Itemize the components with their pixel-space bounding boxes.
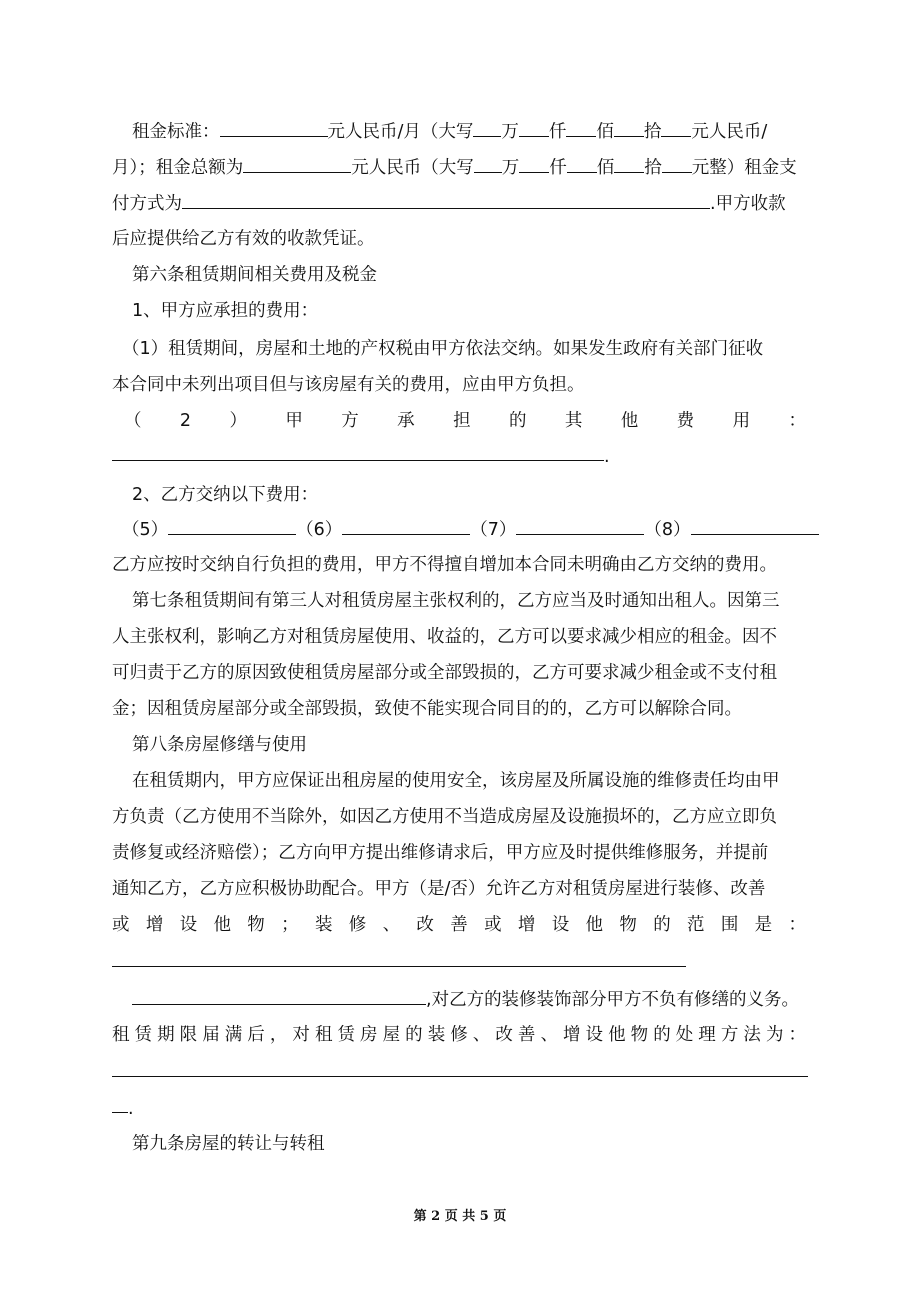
rent-standard-line: 租金标准： 元人民币/月（大写 万 仟 佰 拾 元人民币/	[132, 122, 768, 142]
period: .	[604, 447, 610, 467]
party-a-fees-item1-line1: （1）租赁期间，房屋和土地的产权税由甲方依法交纳。如果发生政府有关部门征收	[122, 339, 764, 359]
blank	[516, 518, 644, 535]
article-8-line7: 租赁期限届满后，对租赁房屋的装修、改善、增设他物的处理方法为：	[112, 1025, 806, 1045]
blank	[691, 518, 819, 535]
fee-item-5: （5）	[122, 518, 296, 541]
blank	[567, 156, 597, 173]
blank	[168, 518, 296, 535]
party-a-fees-title: 1、甲方应承担的费用：	[132, 301, 319, 321]
blank	[182, 192, 710, 209]
blank	[220, 120, 328, 137]
article-7-line4: 金；因租赁房屋部分或全部毁损，致使不能实现合同目的的，乙方可以解除合同。	[112, 699, 742, 719]
blank	[566, 120, 596, 137]
blank	[519, 156, 549, 173]
fee-item-7: （7）	[470, 518, 644, 541]
page-number: 第 2 页 共 5 页	[413, 1209, 507, 1224]
fee-item-8: （8）	[644, 518, 818, 541]
fill-in-line	[112, 966, 686, 967]
blank	[662, 156, 692, 173]
article-7-line3: 可归责于乙方的原因致使租赁房屋部分或全部毁损的，乙方可要求减少租金或不支付租	[112, 663, 777, 683]
blank	[474, 156, 502, 173]
receipt-line: 后应提供给乙方有效的收款凭证。	[112, 229, 375, 249]
party-b-fee-items	[122, 518, 810, 541]
party-a-fees-item1-line2: 本合同中未列出项目但与该房屋有关的费用，应由甲方负担。	[112, 375, 585, 395]
blank	[342, 518, 470, 535]
fee-item-6: （6）	[296, 518, 470, 541]
blank	[614, 120, 644, 137]
blank	[661, 120, 691, 137]
article-8-line4: 通知乙方，乙方应积极协助配合。甲方（是/否）允许乙方对租赁房屋进行装修、改善	[112, 879, 766, 899]
article-7-line2: 人主张权利，影响乙方对租赁房屋使用、收益的，乙方可以要求减少相应的租金。因不	[112, 627, 777, 647]
article-8-line1: 在租赁期内，甲方应保证出租房屋的使用安全，该房屋及所属设施的维修责任均由甲	[132, 771, 780, 791]
blank	[473, 120, 501, 137]
blank	[243, 156, 351, 173]
party-a-other-fees: （2）甲方承担的其他费用：	[124, 411, 806, 431]
fill-in-line	[112, 460, 604, 461]
party-b-fees-title: 2、乙方交纳以下费用：	[132, 485, 319, 505]
article-8-line2: 方负责（乙方使用不当除外，如因乙方使用不当造成房屋及设施损坏的，乙方应立即负	[112, 807, 777, 827]
fill-in-line	[112, 1076, 808, 1077]
party-b-fees-note: 乙方应按时交纳自行负担的费用，甲方不得擅自增加本合同未明确由乙方交纳的费用。	[112, 555, 777, 575]
blank	[519, 120, 549, 137]
article-8-title: 第八条房屋修缮与使用	[132, 735, 307, 755]
rent-total-line: 月）；租金总额为 元人民币（大写 万 仟 佰 拾 元整）租金支	[112, 158, 797, 178]
article-8-line6: ,对乙方的装修装饰部分甲方不负有修缮的义务。	[132, 988, 799, 1011]
blank	[614, 156, 644, 173]
article-7-line1: 第七条租赁期间有第三人对租赁房屋主张权利的，乙方应当及时通知出租人。因第三	[132, 591, 780, 611]
article-8-line5: 或增设他物；装修、改善或增设他物的范围是：	[112, 915, 806, 935]
article-8-line3: 责修复或经济赔偿）；乙方向甲方提出维修请求后，甲方应及时提供维修服务，并提前	[112, 843, 769, 863]
payment-method-line: 付方式为 .甲方收款	[112, 194, 786, 214]
article-9-title: 第九条房屋的转让与转租	[132, 1134, 325, 1154]
period: .	[128, 1099, 134, 1119]
fill-in-line	[112, 1112, 128, 1113]
article-6-title: 第六条租赁期间相关费用及税金	[132, 265, 377, 285]
blank	[132, 988, 426, 1005]
